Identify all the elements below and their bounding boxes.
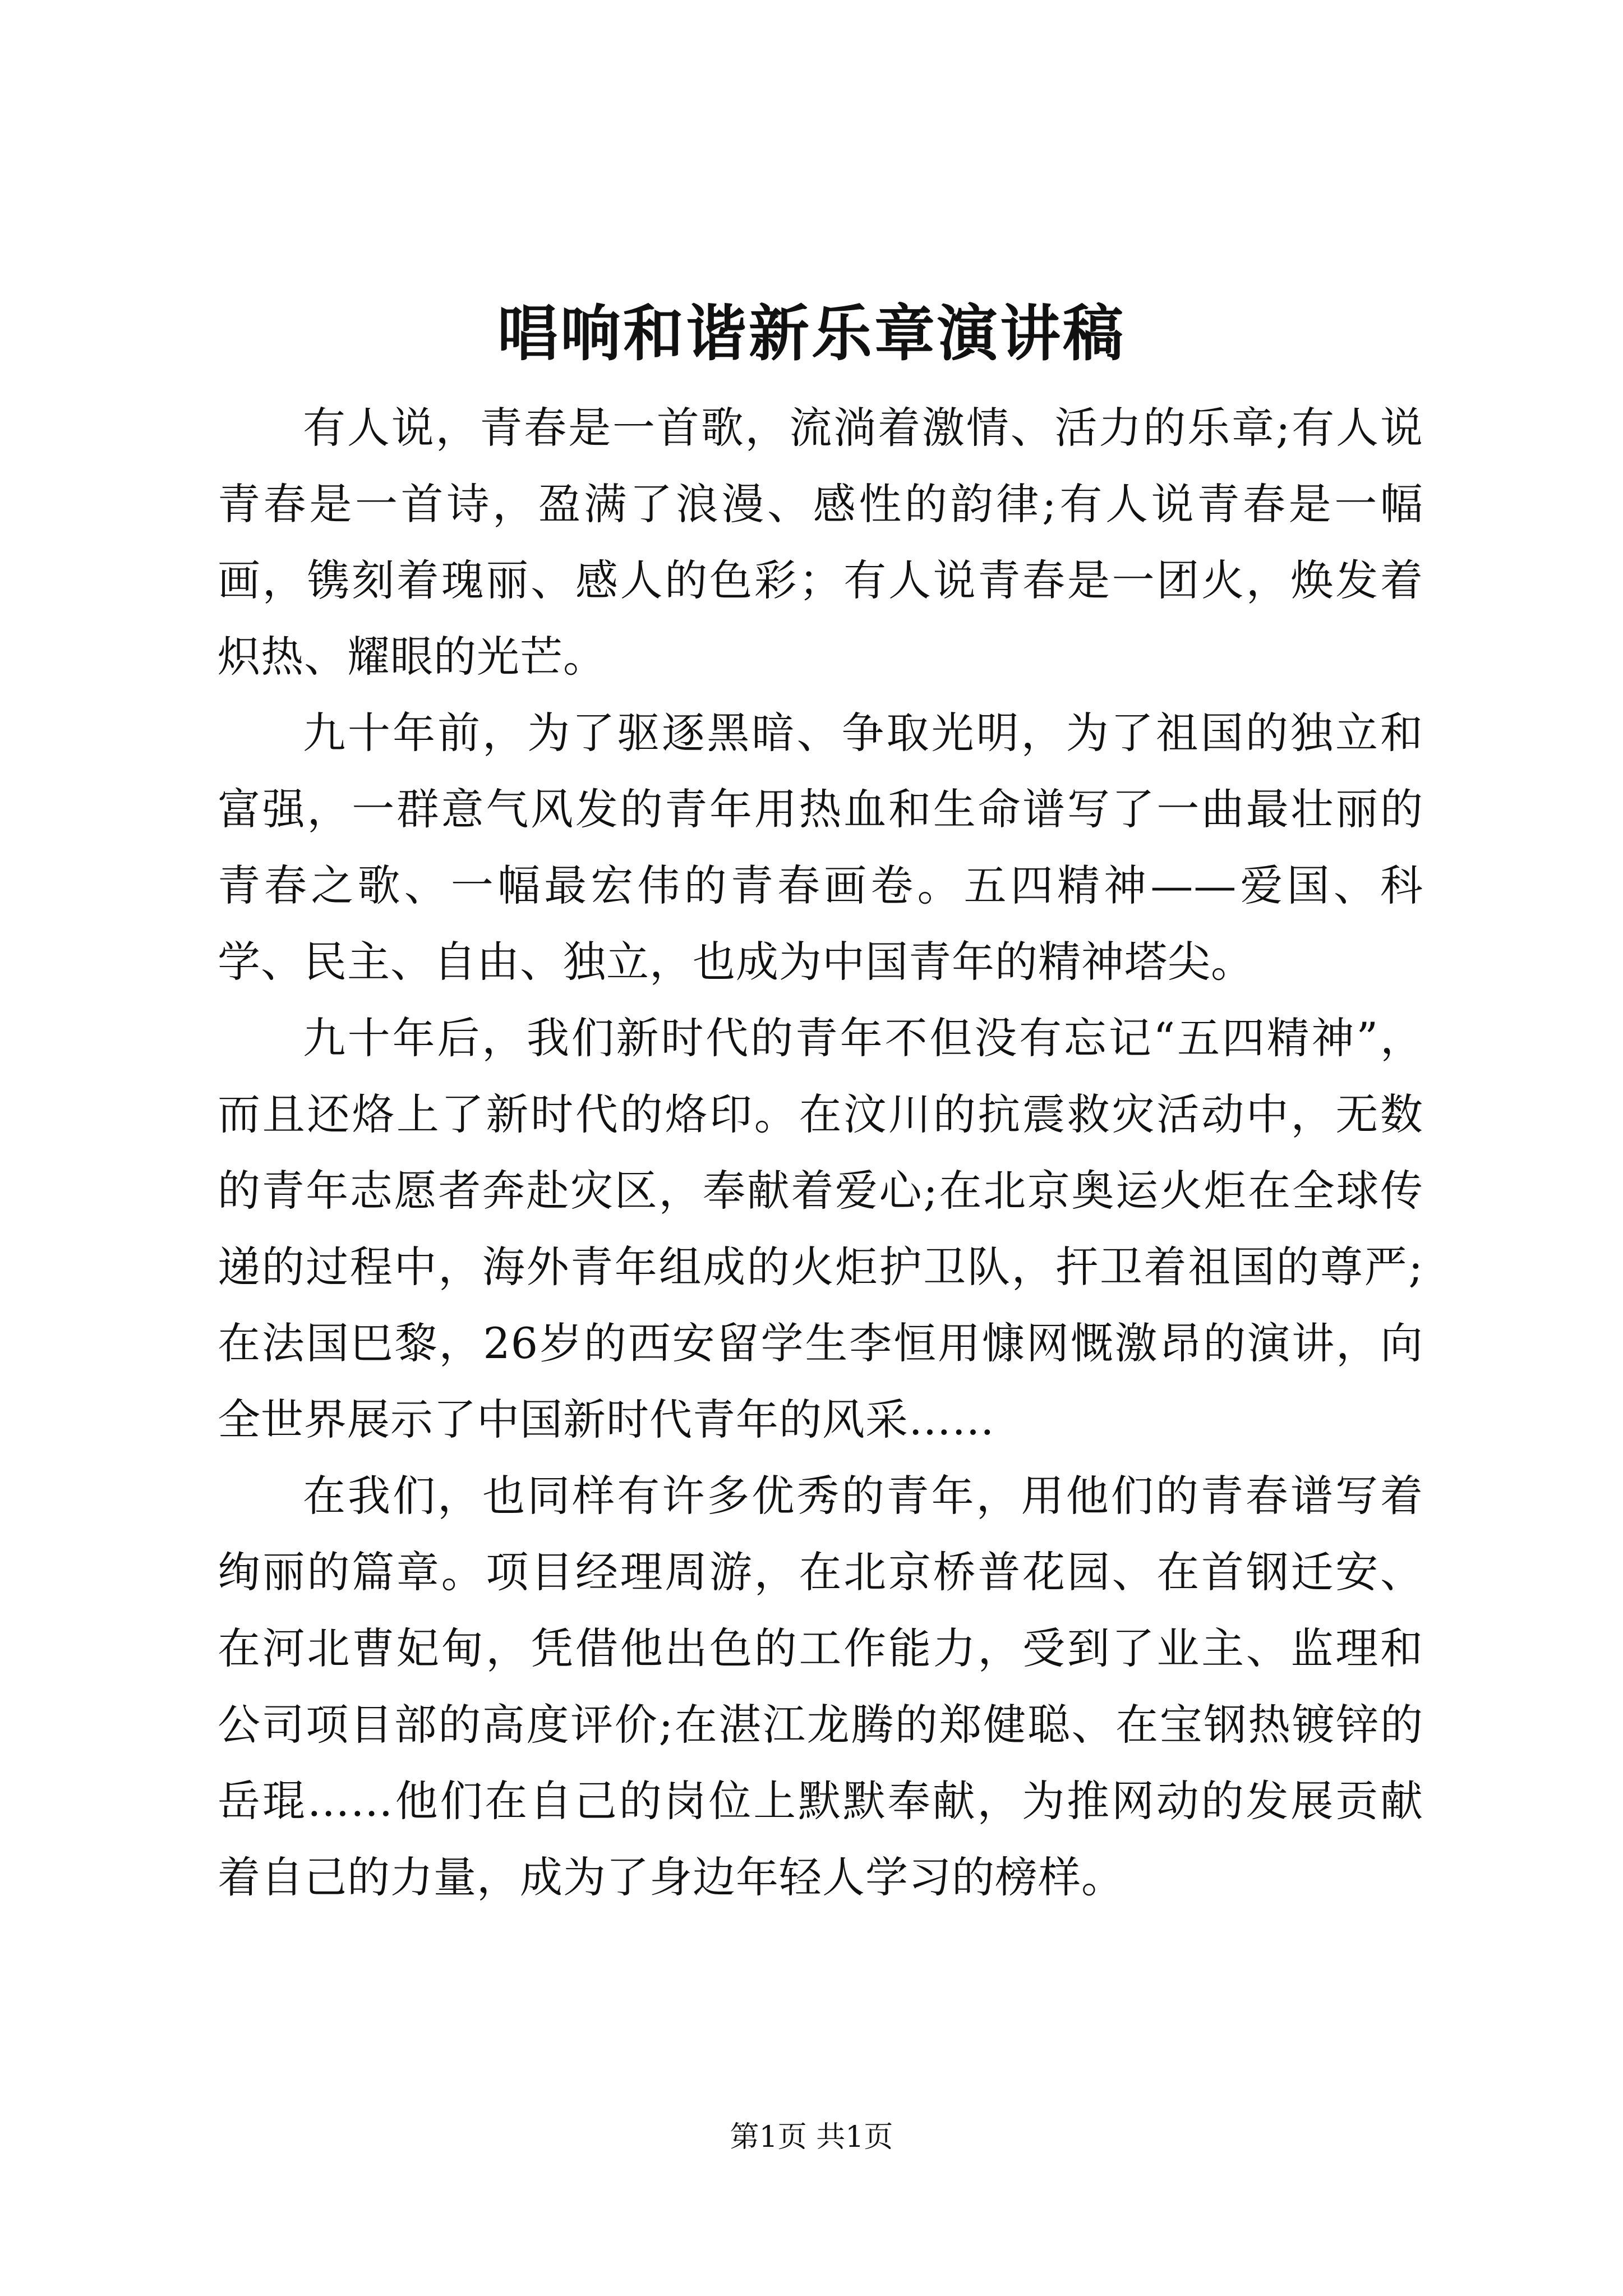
paragraph-company-examples: 在我们，也同样有许多优秀的青年，用他们的青春谱写着绚丽的篇章。项目经理周游，在北京桥普花园、在首钢迁安、在河北曹妃甸，凭借他出色的工作能力，受到了业主、监理和公司项目部的高度评价;在湛江龙腾的郑健聪、在宝钢热镀锌的岳琨……他们在自己的岗位上默默奉献，为推网动的发展贡献着自己的力量，成为了身边年轻人学习的榜样。	[218, 1471, 1423, 1902]
paragraph-new-era-youth: 九十年后，我们新时代的青年不但没有忘记“五四精神”，而且还烙上了新时代的烙印。在汶川的抗震救灾活动中，无数的青年志愿者奔赴灾区，奉献着爱心;在北京奥运火炬在全球传递的过程中，海外青年组成的火炬护卫队，扞卫着祖国的尊严;在法国巴黎，26岁的西安留学生李恒用慷网慨激昂的演讲，向全世界展示了中国新时代青年的风采……	[218, 1013, 1423, 1444]
page-footer	[0, 2118, 1623, 2157]
page-number-label: 第1页 共1页	[730, 2120, 893, 2154]
paragraph-youth-metaphors: 有人说，青春是一首歌，流淌着激情、活力的乐章;有人说青春是一首诗，盈满了浪漫、感性的韵律;有人说青春是一幅画，镌刻着瑰丽、感人的色彩；有人说青春是一团火，焕发着炽热、耀眼的光芒。	[218, 403, 1423, 682]
paragraph-may-fourth-history: 九十年前，为了驱逐黑暗、争取光明，为了祖国的独立和富强，一群意气风发的青年用热血和生命谱写了一曲最壮丽的青春之歌、一幅最宏伟的青春画卷。五四精神——爱国、科学、民主、自由、独立，也成为中国青年的精神塔尖。	[218, 708, 1423, 987]
document-body	[218, 390, 1423, 1916]
document-title: 唱响和谐新乐章演讲稿	[497, 298, 1126, 369]
